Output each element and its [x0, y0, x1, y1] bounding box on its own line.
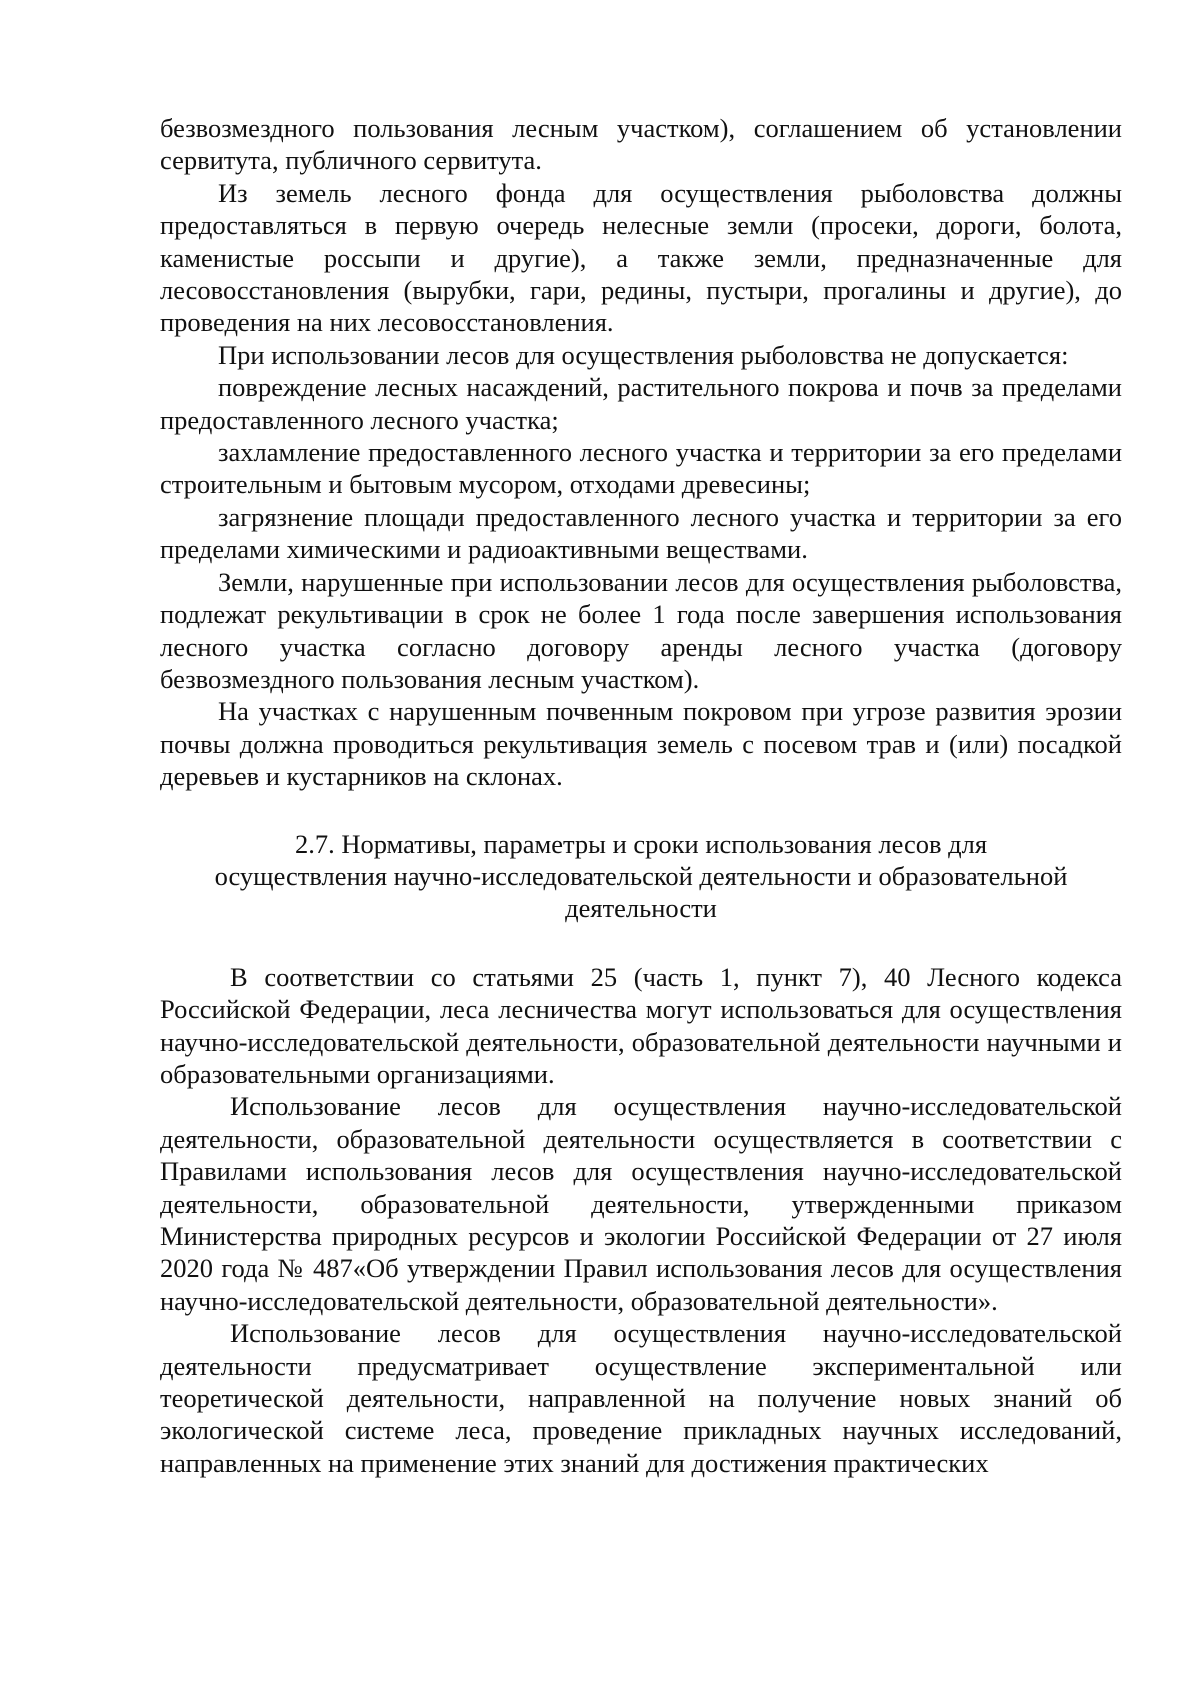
paragraph-fishing-lands: Из земель лесного фонда для осуществления рыболовства должны предоставляться в первую очередь нелесные земли (просеки, дороги, болота, каменистые россыпи и другие), а также земли, предназначенные для лесовосстановления (вырубки, гари, редины, пустыри, прогалины и другие), до проведения на них лесовосстановления.: [160, 177, 1122, 338]
section-heading: [160, 828, 1122, 925]
paragraph-recultivation: Земли, нарушенные при использовании лесов для осуществления рыболовства, подлежат рекультивации в срок не более 1 года после завершения использования лесного участка согласно договору аренды лесного участка (договору безвозмездного пользования лесным участком).: [160, 566, 1122, 694]
document-page: [160, 112, 1122, 1479]
paragraph-research-definition: Использование лесов для осуществления научно-исследовательской деятельности предусматривает осуществление экспериментальной или теоретической деятельности, направленной на получение новых знаний об экологической системе леса, проведение прикладных научных исследований, направленных на применение этих знаний для достижения практических: [160, 1318, 1122, 1478]
section-heading-line: 2.7. Нормативы, параметры и сроки использования лесов для: [294, 828, 988, 859]
section-heading-line: деятельности: [565, 893, 717, 924]
paragraph-prohibition-pollution: загрязнение площади предоставленного лесного участка и территории за его пределами химическими и радиоактивными веществами.: [160, 501, 1122, 565]
paragraph-legal-basis: В соответствии со статьями 25 (часть 1, пункт 7), 40 Лесного кодекса Российской Федерации, леса лесничества могут использоваться для осуществления научно-исследовательской деятельности, образовательной деятельности научными и образовательными организациями.: [160, 961, 1122, 1089]
paragraph-prohibitions-intro: При использовании лесов для осуществления рыболовства не допускается:: [218, 339, 1069, 370]
paragraph-prohibition-littering: захламление предоставленного лесного участка и территории за его пределами строительным и бытовым мусором, отходами древесины;: [160, 437, 1122, 500]
paragraph-rules-reference: Использование лесов для осуществления научно-исследовательской деятельности, образовательной деятельности осуществляется в соответствии с Правилами использования лесов для осуществления научно-исследовательской деятельности, образовательной деятельности, утвержденными приказом Министерства природных ресурсов и экологии Российской Федерации от 27 июля 2020 года № 487«Об утверждении Правил использования лесов для осуществления научно-исследовательской деятельности, образовательной деятельности».: [160, 1091, 1122, 1316]
paragraph-erosion: На участках с нарушенным почвенным покровом при угрозе развития эрозии почвы должна проводиться рекультивация земель с посевом трав и (или) посадкой деревьев и кустарников на склонах.: [160, 696, 1122, 792]
section-heading-line: осуществления научно-исследовательской деятельности и образовательной: [214, 860, 1068, 891]
paragraph-prohibition-damage: повреждение лесных насаждений, растительного покрова и почв за пределами предоставленного лесного участка;: [160, 372, 1122, 435]
paragraph-continuation: безвозмездного пользования лесным участком), соглашением об установлении сервитута, публичного сервитута.: [160, 113, 1122, 176]
